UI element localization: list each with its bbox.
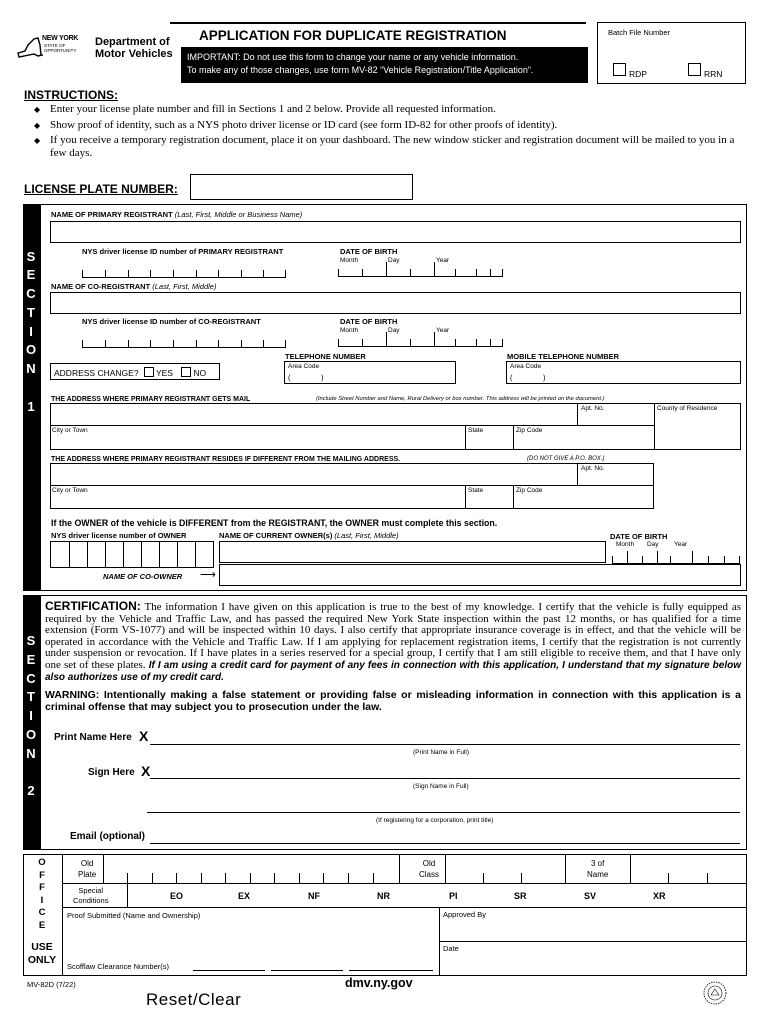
res-city-label: City or Town [52,487,88,494]
license-plate-label: LICENSE PLATE NUMBER: [24,182,178,196]
form-title: APPLICATION FOR DUPLICATE REGISTRATION [199,28,507,43]
office-letter: C [38,907,46,919]
rrn-label: RRN [704,69,723,79]
instruction-item: ◆ Show proof of identity, such as a NYS photo driver license or ID card (see form ID-82 for other proofs of identity). [22,119,750,132]
important-line2: To make any of those changes, use form MV-82 “Vehicle Registration/Title Application”. [187,65,534,75]
po-box-hint: (DO NOT GIVE A P.O. BOX.) [527,456,605,462]
owner-note: If the OWNER of the vehicle is DIFFERENT from the REGISTRANT, the OWNER must complete this section. [51,518,498,528]
mail-street-input[interactable] [51,405,575,423]
mail-addr-hint: (Include Street Number and Name, Rural Delivery or box number. This address will be printed on the document.) [316,396,605,402]
print-x-mark: X [139,728,149,744]
yes-checkbox[interactable] [144,367,154,377]
office-letter: E [38,919,46,931]
res-apt-label: Apt. No. [581,465,605,472]
owner-dob-month: Month [616,541,635,548]
owner-name-label-wrap [219,531,399,540]
code-eo: EO [170,891,184,901]
section-2-tab [23,595,41,850]
mail-state-label: State [468,427,484,434]
approved-by-label: Approved By [443,910,486,919]
primary-license-input[interactable] [82,257,286,278]
co-name-hint: (Last, First, Middle) [152,282,217,291]
co-name-label [51,282,216,291]
scofflaw-line-1[interactable] [193,970,265,971]
mobile-paren-open: ( [510,373,513,382]
office-use-word: USE [31,940,53,953]
owner-license-label: NYS driver license number of OWNER [51,531,187,540]
special-conditions-label [73,886,108,906]
office-letter: O [38,857,46,868]
email-label: Email (optional) [70,831,145,842]
scofflaw-line-2[interactable] [271,970,343,971]
office-letter: F [39,869,45,881]
owner-name-input[interactable] [219,541,606,563]
mail-apt-label: Apt. No. [581,405,605,412]
section-letter: N [26,746,36,761]
yes-label: YES [155,368,173,378]
logo-text-line2: STATE OF [44,43,66,48]
res-zip-label: Zip Code [516,487,543,494]
address-change-box [50,363,220,380]
office-use-label [23,857,61,967]
license-plate-input[interactable] [190,174,413,200]
rrn-checkbox[interactable] [688,63,701,76]
section-letter: 2 [27,783,35,798]
proof-label: Proof Submitted (Name and Ownership) [67,911,201,920]
three-of-name-input[interactable] [630,855,746,883]
batch-file-label: Batch File Number [608,28,671,37]
res-addr-label: THE ADDRESS WHERE PRIMARY REGISTRANT RESIDES IF DIFFERENT FROM THE MAILING ADDRESS. [51,456,401,463]
primary-name-label-text: NAME OF PRIMARY REGISTRANT [51,210,173,219]
new-york-state-map-icon [16,35,44,61]
dob-day: Day [388,257,400,264]
section-letter: T [27,689,35,704]
sign-here-label: Sign Here [88,767,135,778]
primary-name-label [51,210,302,219]
mobile-label: MOBILE TELEPHONE NUMBER [507,352,620,361]
email-line[interactable] [150,843,740,844]
old-plate-l1: Old [80,859,94,868]
warning-text: WARNING: Intentionally making a false statement or providing false or misleading information in connection with this application is a criminal offense that may subject you to prosecution under the law. [45,689,741,713]
office-letter: I [40,894,44,906]
co-license-label: NYS driver license ID number of CO-REGISTRANT [82,317,261,326]
no-checkbox[interactable] [181,367,191,377]
office-letter: F [39,882,45,894]
dept-line2: Motor Vehicles [95,48,173,60]
mobile-input[interactable] [506,361,741,384]
section-letter: S [26,249,36,264]
co-dob-year: Year [436,327,450,334]
section-letter: S [26,633,36,648]
owner-dob-year: Year [674,541,688,548]
co-dob-month: Month [340,327,359,334]
paren-close: ) [321,373,324,382]
section-letter: C [26,671,36,686]
old-plate-label [78,858,96,880]
website: dmv.ny.gov [345,976,413,990]
instruction-item: ◆ Enter your license plate number and fill in Sections 1 and 2 below. Provide all requested information. [22,103,750,116]
code-sr: SR [514,891,527,901]
old-class-input[interactable] [445,855,565,883]
address-change-label: ADDRESS CHANGE? [54,368,139,378]
co-dob-input[interactable] [338,326,503,347]
logo-text-line3: OPPORTUNITY. [44,48,78,53]
code-pi: PI [449,891,458,901]
co-name-input[interactable] [50,292,741,314]
form-id: MV-82D (7/22) [27,980,76,989]
code-nr: NR [377,891,390,901]
co-name-label-text: NAME OF CO-REGISTRANT [51,282,151,291]
dept-line1: Department of [95,36,170,48]
cert-body: The information I have given on this application is true to the best of my knowledge. I certify that the vehicle is fully equipped as required by the Vehicle and Traffic Law, and has passed the required New York State inspection within the past 12 months, or has qualified for a time extension (Form VS-1077) and will be inspected within 10 days. I also certify that appropriate insurance coverage is in effect, and that the vehicle will be operated in accordance with the Vehicle and Traffic Law. If I am applying for replacement registration items, I certify that the registration is not currently under suspension or revocation. If I have plates in a series reserved for a special group, I certify that I am still eligible to receive them, and that I have only one set of these plates. [45,601,741,671]
telephone-input[interactable] [284,361,456,384]
owner-license-input[interactable] [50,541,214,568]
instruction-item: ◆ If you receive a temporary registration document, place it on your dashboard. The new window sticker and registration document will be mailed to you in a few days. [22,134,750,159]
area-code-label: Area Code [288,363,320,370]
dob-label: DATE OF BIRTH [340,247,398,256]
mail-addr-label: THE ADDRESS WHERE PRIMARY REGISTRANT GETS MAIL [51,396,251,403]
mail-city-label: City or Town [52,427,88,434]
scofflaw-line-3[interactable] [349,970,433,971]
sign-hint: (Sign Name in Full) [413,783,469,790]
print-name-label: Print Name Here [54,732,132,743]
old-class-l1: Old [422,859,436,868]
section-letter: C [26,286,36,301]
co-dob-label: DATE OF BIRTH [340,317,398,326]
paren-open: ( [288,373,291,382]
arrow-right-icon: ⟶ [200,569,216,581]
address-change-row [54,367,206,378]
three-of-l1: 3 of [591,859,605,868]
section-letter: T [27,305,35,320]
primary-name-hint: (Last, First, Middle or Business Name) [174,210,303,219]
section-letter: 1 [27,399,35,414]
section-letter: O [25,727,37,742]
sign-x-mark: X [141,763,151,779]
residence-address-block [50,463,654,509]
mobile-area-code-label: Area Code [510,363,542,370]
dept-name [95,36,173,60]
instructions-heading: INSTRUCTIONS: [24,88,118,102]
owner-dob-input[interactable] [612,541,740,564]
section-letter: E [26,652,36,667]
mail-zip-label: Zip Code [516,427,543,434]
cert-credit: If I am using a credit card for payment of any fees in connection with this application, I understand that my signature below also authorizes use of my credit card. [45,659,742,683]
seal-icon [702,980,728,1006]
scofflaw-label: Scofflaw Clearance Number(s) [67,962,169,971]
section-letter: I [29,708,33,723]
owner-dob-day: Day [647,541,659,548]
corp-title-line[interactable] [147,812,740,813]
reset-clear-button[interactable]: Reset/Clear [146,990,242,1009]
logo-text-line1: NEW YORK [42,35,78,42]
old-plate-l2: Plate [78,870,97,879]
old-plate-input[interactable] [103,855,399,883]
cert-heading: CERTIFICATION: [45,599,141,613]
telephone-label: TELEPHONE NUMBER [285,352,366,361]
primary-dob-input[interactable] [338,256,503,277]
co-license-input[interactable] [82,327,286,348]
section-1-tab [23,204,41,591]
date-label: Date [443,944,459,953]
primary-license-label: NYS driver license ID number of PRIMARY REGISTRANT [82,247,284,256]
three-of-l2: Name [587,870,609,879]
old-class-l2: Class [419,870,440,879]
dob-year: Year [436,257,450,264]
corp-hint: (If registering for a corporation, print title) [376,817,494,824]
dob-month: Month [340,257,359,264]
print-name-line[interactable] [150,744,740,745]
instructions-list [22,103,750,162]
owner-name-hint: (Last, First, Middle) [334,531,399,540]
nys-logo [16,33,88,63]
certification-text [45,601,741,683]
owner-name-label: NAME OF CURRENT OWNER(s) [219,531,333,540]
county-label: County of Residence [657,405,718,412]
old-class-label [419,858,439,880]
important-line1: IMPORTANT: Do not use this form to change your name or any vehicle information. [187,52,519,62]
co-owner-name-input[interactable] [219,564,741,586]
primary-name-input[interactable] [50,221,741,243]
rdp-checkbox[interactable] [613,63,626,76]
signature-line[interactable] [150,778,740,779]
office-only-word: ONLY [27,953,57,966]
important-notice [181,47,588,83]
no-label: NO [193,368,207,378]
code-nf: NF [308,891,320,901]
county-input[interactable] [655,414,740,449]
special-l2: Conditions [73,896,109,905]
code-xr: XR [653,891,666,901]
print-name-hint: (Print Name in Full) [413,749,469,756]
co-dob-day: Day [388,327,400,334]
mobile-paren-close: ) [543,373,546,382]
special-l1: Special [78,886,104,895]
three-of-name-label [587,858,608,880]
code-ex: EX [238,891,251,901]
code-sv: SV [584,891,597,901]
section-letter: O [25,342,37,357]
rdp-label: RDP [629,69,647,79]
section-letter: I [29,324,33,339]
section-letter: N [26,361,36,376]
co-owner-label: NAME OF CO-OWNER [103,572,183,581]
res-state-label: State [468,487,484,494]
owner-dob-label: DATE OF BIRTH [610,532,668,541]
section-letter: E [26,267,36,282]
